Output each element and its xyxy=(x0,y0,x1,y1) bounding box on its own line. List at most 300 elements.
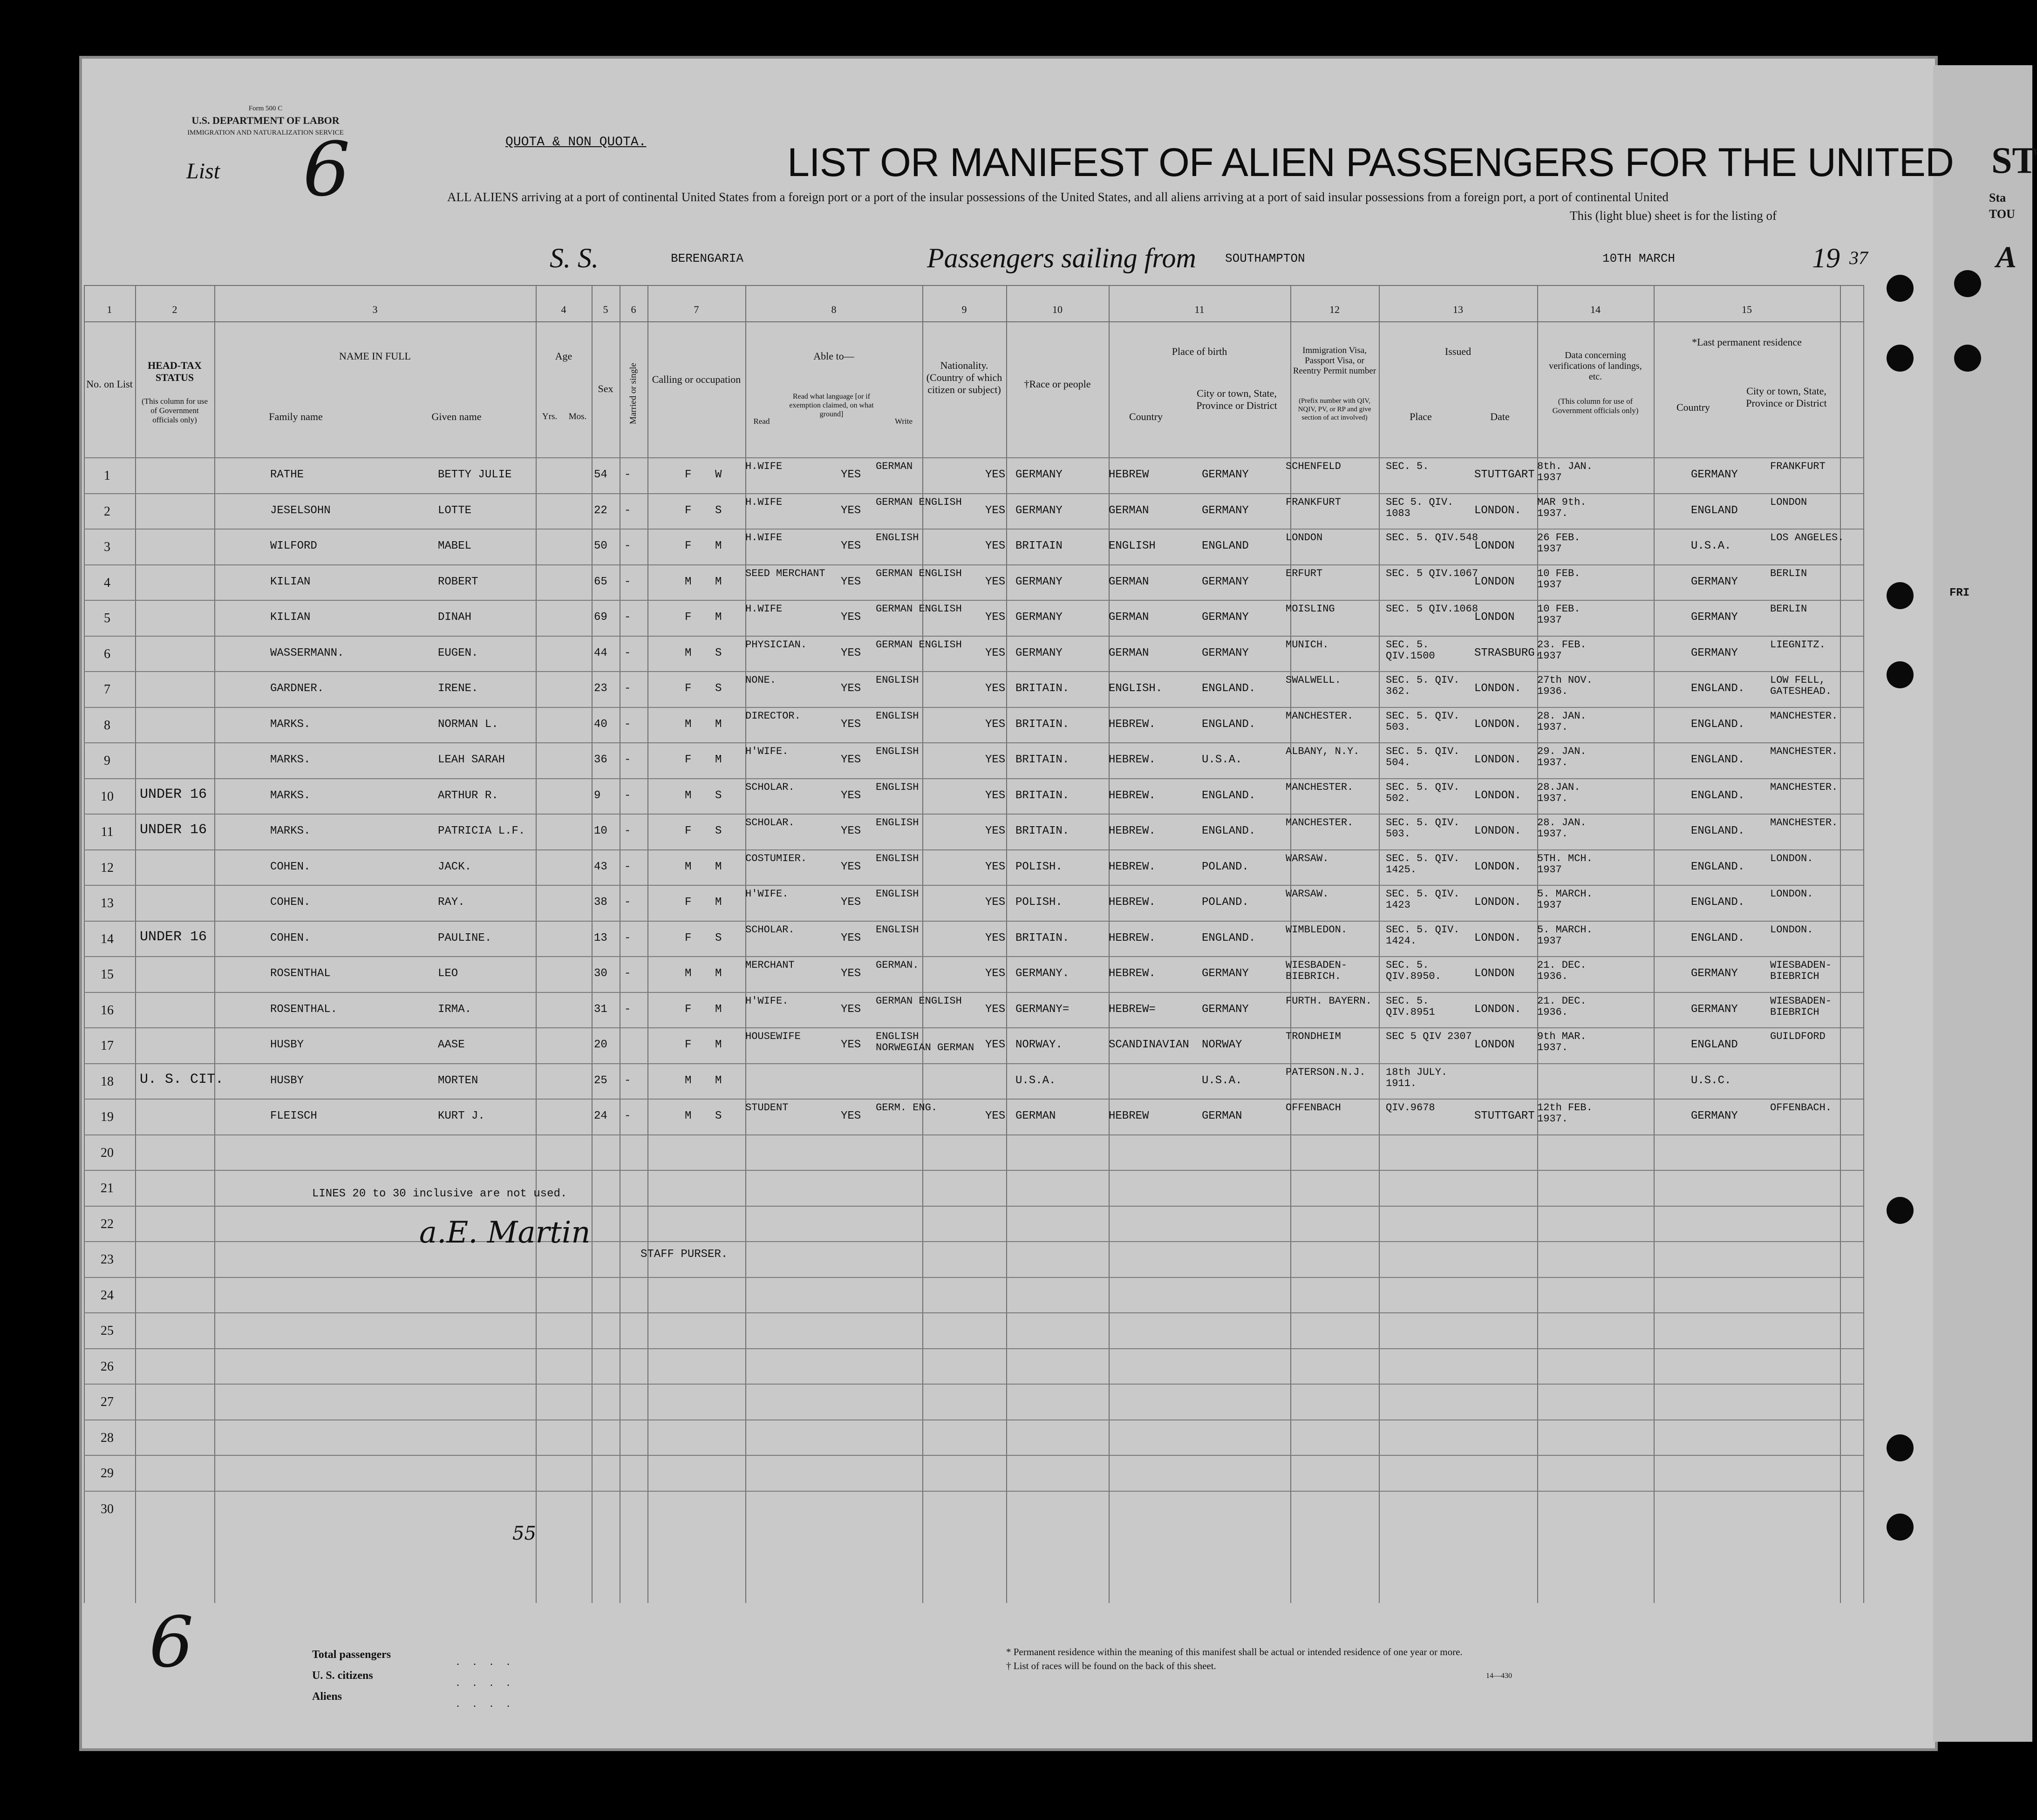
bottom-page-number: 6 xyxy=(149,1602,194,1683)
cell-city: PATERSON.N.J. xyxy=(1286,1066,1366,1078)
cell-write: YES xyxy=(985,540,1006,552)
cell-res-city: WIESBADEN- BIEBRICH xyxy=(1770,995,1832,1018)
year-suffix: 37 xyxy=(1849,247,1868,268)
line-number: 18 xyxy=(101,1074,114,1089)
cell-visa: SEC. 5. QIV. 1425. xyxy=(1386,852,1460,876)
cell-visa: SEC. 5. QIV. 503. xyxy=(1386,817,1460,840)
unused-lines-note: LINES 20 to 30 inclusive are not used. xyxy=(312,1188,567,1200)
cell-lang: ENGLISH NORWEGIAN GERMAN xyxy=(876,1031,974,1053)
cell-res-city: FRANKFURT xyxy=(1770,461,1826,472)
cell-mos: - xyxy=(624,860,631,873)
cell-issue-date: 29. JAN. 1937. xyxy=(1537,746,1587,768)
cell-read: YES xyxy=(841,682,861,695)
table-row xyxy=(84,814,1863,849)
col-5-num: 5 xyxy=(603,304,608,315)
cell-sex: F xyxy=(685,825,692,837)
line-number: 8 xyxy=(104,718,110,733)
line-number: 13 xyxy=(101,896,114,910)
cell-yrs: 43 xyxy=(594,860,607,873)
cell-mos: - xyxy=(624,1074,631,1087)
ship-name: BERENGARIA xyxy=(671,251,744,265)
hdr-place-of-birth: Place of birth xyxy=(1172,346,1227,357)
cell-country: GERMANY xyxy=(1202,575,1249,588)
cell-res-country: ENGLAND. xyxy=(1691,682,1745,695)
cell-given: EUGEN. xyxy=(438,646,478,659)
line-number: 28 xyxy=(101,1430,114,1445)
cell-given: LEAH SARAH xyxy=(438,754,505,766)
col-9-num: 9 xyxy=(961,304,967,315)
cell-tax: U. S. CIT. xyxy=(140,1071,224,1087)
department: U.S. DEPARTMENT OF LABOR xyxy=(191,115,340,126)
cell-issue-place: LONDON. xyxy=(1474,1003,1521,1016)
cell-issue-date: 23. FEB. 1937 xyxy=(1537,638,1587,662)
cell-visa: SEC. 5. QIV. 1424. xyxy=(1386,924,1460,947)
cell-city: WARSAW. xyxy=(1286,888,1329,900)
cell-visa: SEC. 5 QIV.1068 xyxy=(1386,603,1478,615)
cell-race: GERMAN xyxy=(1109,504,1149,517)
binder-hole xyxy=(1887,275,1914,302)
cell-issue-date: 5TH. MCH. 1937 xyxy=(1537,852,1593,876)
strip-sub-fragment-2: TOU xyxy=(1989,207,2015,221)
empty-row xyxy=(84,1206,1863,1242)
cell-read: YES xyxy=(841,789,861,802)
line-number: 19 xyxy=(101,1110,114,1124)
total-passengers-label: Total passengers xyxy=(312,1649,391,1661)
cell-calling: NONE. xyxy=(745,674,777,686)
cell-res-city: LOS ANGELES. xyxy=(1770,532,1844,543)
cell-family: FLEISCH xyxy=(270,1110,317,1122)
cell-country: ENGLAND. xyxy=(1202,825,1256,837)
hdr-able-to: Able to— xyxy=(813,350,854,362)
cell-calling: H.WIFE xyxy=(745,461,783,472)
cell-write: YES xyxy=(985,896,1006,909)
cell-mos: - xyxy=(624,540,631,552)
cell-calling: HOUSEWIFE xyxy=(745,1031,801,1042)
empty-row xyxy=(84,1134,1863,1170)
cell-yrs: 23 xyxy=(594,682,607,695)
cell-read: YES xyxy=(841,931,861,944)
cell-issue-place: LONDON. xyxy=(1474,896,1521,909)
total-dots: . . . . xyxy=(456,1656,515,1668)
us-citizens-label: U. S. citizens xyxy=(312,1670,373,1682)
cell-ms: S xyxy=(715,682,722,695)
col-7-num: 7 xyxy=(694,304,699,315)
cell-res-country: GERMANY xyxy=(1691,1003,1738,1016)
cell-issue-place: LONDON xyxy=(1474,540,1515,552)
binder-hole xyxy=(1887,661,1914,688)
hdr-head-tax: HEAD-TAX STATUS xyxy=(148,360,202,383)
cell-ms: S xyxy=(715,646,722,659)
cell-lang: GERM. ENG. xyxy=(876,1102,938,1114)
cell-country: GERMANY xyxy=(1202,1003,1249,1016)
next-page-strip xyxy=(1933,65,2032,1742)
cell-family: KILIAN xyxy=(270,575,311,588)
cell-res-city: WIESBADEN- BIEBRICH xyxy=(1770,959,1832,982)
hdr-issued: Issued xyxy=(1444,346,1472,357)
cell-res-country: ENGLAND. xyxy=(1691,931,1745,944)
cell-res-city: LOW FELL, GATESHEAD. xyxy=(1770,674,1832,697)
cell-country: ENGLAND. xyxy=(1202,682,1256,695)
hdr-given-name: Given name xyxy=(431,411,482,422)
hdr-write: Write xyxy=(894,417,913,426)
cell-race: HEBREW xyxy=(1109,469,1149,481)
cell-write: YES xyxy=(985,789,1006,802)
subtitle-line-1: ALL ALIENS arriving at a port of continental United States from a foreign port or a port of the insular possessions of the United States, and all aliens arriving at a port of said insular possessions from a foreign port, a port of continental United xyxy=(447,190,1669,204)
table-row xyxy=(84,493,1863,529)
cell-given: MABEL xyxy=(438,540,472,552)
cell-country: GERMANY xyxy=(1202,504,1249,517)
cell-nat: BRITAIN. xyxy=(1015,682,1070,695)
cell-visa: SEC 5 QIV 2307 xyxy=(1386,1031,1472,1042)
cell-mos: - xyxy=(624,1003,631,1016)
cell-res-city: OFFENBACH. xyxy=(1770,1102,1832,1114)
cell-ms: M xyxy=(715,575,722,588)
cell-calling: DIRECTOR. xyxy=(745,710,801,722)
cell-family: WASSERMANN. xyxy=(270,646,344,659)
cell-visa: SEC. 5. QIV.1500 xyxy=(1386,638,1435,662)
cell-mos: - xyxy=(624,754,631,766)
cell-calling: COSTUMIER. xyxy=(745,852,807,864)
cell-ms: S xyxy=(715,931,722,944)
cell-race: SCANDINAVIAN xyxy=(1109,1039,1189,1051)
form-code: 14—430 xyxy=(1486,1672,1512,1680)
line-number: 22 xyxy=(101,1216,114,1231)
cell-write: YES xyxy=(985,718,1006,731)
cell-res-country: U.S.A. xyxy=(1691,540,1731,552)
cell-read: YES xyxy=(841,1039,861,1051)
cell-read: YES xyxy=(841,718,861,731)
line-number: 16 xyxy=(101,1003,114,1018)
cell-lang: ENGLISH xyxy=(876,852,919,864)
cell-given: ARTHUR R. xyxy=(438,789,498,802)
cell-nat: GERMAN xyxy=(1015,1110,1056,1122)
cell-issue-date: 26 FEB. 1937 xyxy=(1537,532,1581,555)
col-2-num: 2 xyxy=(172,304,177,315)
line-number: 24 xyxy=(101,1288,114,1303)
cell-nat: GERMANY= xyxy=(1015,1003,1070,1016)
cell-nat: GERMANY xyxy=(1015,469,1063,481)
cell-calling: MERCHANT xyxy=(745,959,795,971)
hdr-read: Read xyxy=(753,417,770,426)
cell-nat: GERMANY xyxy=(1015,504,1063,517)
cell-given: LEO xyxy=(438,967,458,980)
cell-city: MANCHESTER. xyxy=(1286,781,1354,793)
cell-res-country: GERMANY xyxy=(1691,967,1738,980)
cell-nat: U.S.A. xyxy=(1015,1074,1056,1087)
footnote-races: † List of races will be found on the back of this sheet. xyxy=(1006,1660,1216,1671)
cell-mos: - xyxy=(624,789,631,802)
table-row xyxy=(84,992,1863,1028)
cell-race: HEBREW. xyxy=(1109,967,1156,980)
cell-issue-place: LONDON. xyxy=(1474,504,1521,517)
table-row xyxy=(84,921,1863,957)
cell-issue-place: LONDON. xyxy=(1474,825,1521,837)
cell-sex: M xyxy=(685,789,692,802)
cell-lang: ENGLISH xyxy=(876,924,919,936)
empty-row xyxy=(84,1348,1863,1384)
cell-family: KILIAN xyxy=(270,611,311,624)
cell-calling: H'WIFE. xyxy=(745,746,789,757)
cell-calling: STUDENT xyxy=(745,1102,789,1114)
cell-visa: SEC. 5. QIV.548 xyxy=(1386,532,1478,543)
cell-read: YES xyxy=(841,896,861,909)
cell-lang: ENGLISH xyxy=(876,781,919,793)
line-number: 26 xyxy=(101,1359,114,1374)
cell-family: ROSENTHAL. xyxy=(270,1003,338,1016)
hdr-issue-date: Date xyxy=(1490,411,1510,422)
cell-nat: POLISH. xyxy=(1015,896,1063,909)
cell-city: MANCHESTER. xyxy=(1286,817,1354,829)
cell-nat: BRITAIN. xyxy=(1015,789,1070,802)
table-row xyxy=(84,1099,1863,1134)
cell-mos: - xyxy=(624,825,631,837)
cell-res-city: LONDON. xyxy=(1770,924,1813,936)
cell-yrs: 44 xyxy=(594,646,607,659)
line-number: 5 xyxy=(104,611,110,625)
cell-write: YES xyxy=(985,1003,1006,1016)
cell-nat: GERMANY. xyxy=(1015,967,1070,980)
cell-visa: 18th JULY. 1911. xyxy=(1386,1066,1448,1089)
cell-nat: BRITAIN. xyxy=(1015,718,1070,731)
cell-yrs: 10 xyxy=(594,825,607,837)
aliens-dots: . . . . xyxy=(456,1698,515,1710)
cell-yrs: 50 xyxy=(594,540,607,552)
cell-ms: S xyxy=(715,789,722,802)
cell-given: NORMAN L. xyxy=(438,718,498,731)
cell-family: HUSBY xyxy=(270,1039,304,1051)
col-4-num: 4 xyxy=(561,304,566,315)
line-number: 10 xyxy=(101,789,114,804)
empty-row xyxy=(84,1455,1863,1491)
hdr-res-city: City or town, State, Province or District xyxy=(1746,385,1827,409)
list-label: List xyxy=(186,159,220,183)
cell-calling: H.WIFE xyxy=(745,603,783,615)
cell-lang: GERMAN ENGLISH xyxy=(876,603,962,615)
cell-issue-place: LONDON. xyxy=(1474,754,1521,766)
cell-family: MARKS. xyxy=(270,754,311,766)
cell-race: HEBREW. xyxy=(1109,931,1156,944)
cell-issue-date: 5. MARCH. 1937 xyxy=(1537,924,1593,947)
cell-issue-date: 9th MAR. 1937. xyxy=(1537,1031,1587,1053)
line-number: 23 xyxy=(101,1252,114,1267)
empty-row xyxy=(84,1241,1863,1277)
cell-family: RATHE xyxy=(270,469,304,481)
cell-visa: SEC. 5. QIV.8950. xyxy=(1386,959,1441,982)
table-row xyxy=(84,564,1863,600)
cell-visa: QIV.9678 xyxy=(1386,1102,1435,1114)
line-number: 14 xyxy=(101,931,114,946)
purser-signature: a.E. Martin xyxy=(419,1216,591,1250)
cell-country: POLAND. xyxy=(1202,860,1249,873)
hdr-birth-city: City or town, State, Province or District xyxy=(1196,387,1277,411)
service: IMMIGRATION AND NATURALIZATION SERVICE xyxy=(187,129,344,136)
binder-hole xyxy=(1954,345,1981,372)
cell-calling: H.WIFE xyxy=(745,532,783,543)
cell-race: GERMAN xyxy=(1109,611,1149,624)
binder-hole xyxy=(1887,582,1914,609)
hdr-issue-place: Place xyxy=(1410,411,1432,422)
binder-hole xyxy=(1887,345,1914,372)
page-count-mark: 55 xyxy=(512,1523,536,1544)
cell-country: GERMAN xyxy=(1202,1110,1242,1122)
cell-race: HEBREW. xyxy=(1109,825,1156,837)
col-13-num: 13 xyxy=(1453,304,1463,315)
cell-yrs: 25 xyxy=(594,1074,607,1087)
cell-mos: - xyxy=(624,504,631,517)
cell-sex: M xyxy=(685,1110,692,1122)
cell-sex: M xyxy=(685,575,692,588)
cell-issue-place: LONDON xyxy=(1474,1039,1515,1051)
cell-issue-date: 21. DEC. 1936. xyxy=(1537,959,1587,982)
cell-visa: SEC. 5. QIV. 1423 xyxy=(1386,888,1460,911)
hdr-data-concerning: Data concerning verifications of landings, etc. xyxy=(1549,350,1642,382)
cell-read: YES xyxy=(841,825,861,837)
cell-yrs: 36 xyxy=(594,754,607,766)
table-row xyxy=(84,707,1863,743)
cell-issue-date: 10 FEB. 1937 xyxy=(1537,603,1581,626)
empty-row xyxy=(84,1312,1863,1348)
cell-calling: H.WIFE xyxy=(745,496,783,508)
cell-read: YES xyxy=(841,540,861,552)
cell-mos: - xyxy=(624,896,631,909)
cell-city: TRONDHEIM xyxy=(1286,1031,1341,1042)
cell-lang: ENGLISH xyxy=(876,532,919,543)
cell-visa: SEC. 5. QIV. 503. xyxy=(1386,710,1460,733)
cell-nat: GERMANY xyxy=(1015,611,1063,624)
hdr-yrs: Yrs. xyxy=(542,412,558,421)
cell-lang: GERMAN ENGLISH xyxy=(876,496,962,508)
cell-issue-place: LONDON. xyxy=(1474,682,1521,695)
cell-city: FRANKFURT xyxy=(1286,496,1341,508)
line-number: 21 xyxy=(101,1181,114,1195)
cell-write: YES xyxy=(985,754,1006,766)
cell-read: YES xyxy=(841,575,861,588)
cell-res-city: MANCHESTER. xyxy=(1770,781,1838,793)
cell-city: WIMBLEDON. xyxy=(1286,924,1348,936)
cell-country: GERMANY xyxy=(1202,967,1249,980)
cell-family: MARKS. xyxy=(270,789,311,802)
cell-tax: UNDER 16 xyxy=(140,822,207,838)
cell-lang: GERMAN ENGLISH xyxy=(876,995,962,1007)
cell-city: ALBANY, N.Y. xyxy=(1286,746,1360,757)
cell-family: HUSBY xyxy=(270,1074,304,1087)
cell-mos: - xyxy=(624,611,631,624)
cell-visa: SEC. 5. QIV.8951 xyxy=(1386,995,1435,1018)
cell-race: HEBREW. xyxy=(1109,896,1156,909)
cell-issue-place: STRASBURG. xyxy=(1474,646,1542,659)
cell-ms: M xyxy=(715,718,722,731)
page-title: LIST OR MANIFEST OF ALIEN PASSENGERS FOR THE UNITED xyxy=(787,140,1954,185)
cell-race: ENGLISH xyxy=(1109,540,1156,552)
cell-issue-date: 21. DEC. 1936. xyxy=(1537,995,1587,1018)
col-8-num: 8 xyxy=(831,304,837,315)
line-number: 25 xyxy=(101,1324,114,1338)
cell-res-city: BERLIN xyxy=(1770,567,1807,579)
line-number: 27 xyxy=(101,1395,114,1409)
hdr-head-tax-note: (This column for use of Government officials only) xyxy=(141,397,208,424)
cell-country: ENGLAND. xyxy=(1202,789,1256,802)
cell-ms: M xyxy=(715,754,722,766)
cell-country: U.S.A. xyxy=(1202,754,1242,766)
cell-issue-place: LONDON xyxy=(1474,611,1515,624)
cell-given: ROBERT xyxy=(438,575,478,588)
cell-ms: S xyxy=(715,504,722,517)
cell-race: HEBREW= xyxy=(1109,1003,1156,1016)
cell-res-country: ENGLAND. xyxy=(1691,825,1745,837)
hdr-last-residence: *Last permanent residence xyxy=(1692,336,1802,348)
cell-given: MORTEN xyxy=(438,1074,478,1087)
empty-row xyxy=(84,1491,1863,1527)
cell-race: HEBREW. xyxy=(1109,789,1156,802)
cell-issue-date: 28. JAN. 1937. xyxy=(1537,817,1587,840)
cell-read: YES xyxy=(841,469,861,481)
cell-res-country: ENGLAND xyxy=(1691,504,1738,517)
cell-nat: BRITAIN. xyxy=(1015,931,1070,944)
cell-res-country: GERMANY xyxy=(1691,646,1738,659)
cell-res-country: ENGLAND. xyxy=(1691,789,1745,802)
cell-res-country: ENGLAND xyxy=(1691,1039,1738,1051)
cell-write: YES xyxy=(985,575,1006,588)
cell-write: YES xyxy=(985,504,1006,517)
cell-visa: SEC. 5. xyxy=(1386,461,1429,472)
cell-lang: ENGLISH xyxy=(876,746,919,757)
hdr-age: Age xyxy=(555,350,572,362)
cell-issue-place: LONDON. xyxy=(1474,789,1521,802)
hdr-nationality: Nationality. (Country of which citizen or subject) xyxy=(926,360,1002,395)
cell-race: HEBREW xyxy=(1109,1110,1149,1122)
cell-family: COHEN. xyxy=(270,931,311,944)
cell-family: MARKS. xyxy=(270,825,311,837)
cell-yrs: 65 xyxy=(594,575,607,588)
col-15-num: 15 xyxy=(1742,304,1752,315)
cell-sex: F xyxy=(685,754,692,766)
cell-country: U.S.A. xyxy=(1202,1074,1242,1087)
strip-row-fragment: FRI xyxy=(1949,587,1970,599)
cell-city: OFFENBACH xyxy=(1286,1102,1341,1114)
line-number: 3 xyxy=(104,540,110,554)
quota-stamp: QUOTA & NON QUOTA. xyxy=(505,135,647,149)
cell-write: YES xyxy=(985,611,1006,624)
col-10-num: 10 xyxy=(1052,304,1063,315)
subtitle-line-2: This (light blue) sheet is for the listing of xyxy=(1570,209,1777,223)
hdr-visa: Immigration Visa, Passport Visa, or Reentry Permit number xyxy=(1293,346,1376,376)
cell-visa: SEC. 5. QIV. 504. xyxy=(1386,746,1460,768)
cell-sex: F xyxy=(685,469,692,481)
hdr-race: †Race or people xyxy=(1024,378,1091,390)
cell-race: HEBREW. xyxy=(1109,860,1156,873)
line-number: 17 xyxy=(101,1039,114,1053)
line-number: 15 xyxy=(101,967,114,982)
cell-issue-date: 5. MARCH. 1937 xyxy=(1537,888,1593,911)
cell-calling: H'WIFE. xyxy=(745,888,789,900)
cell-res-country: ENGLAND. xyxy=(1691,860,1745,873)
table-row xyxy=(84,849,1863,885)
cell-sex: F xyxy=(685,931,692,944)
cell-ms: S xyxy=(715,825,722,837)
cell-write: YES xyxy=(985,1039,1006,1051)
cell-given: AASE xyxy=(438,1039,465,1051)
hdr-visa-note: (Prefix number with QIV, NQIV, PV, or RP and give section of act involved) xyxy=(1298,397,1371,421)
cell-issue-place: LONDON xyxy=(1474,575,1515,588)
cell-issue-place: STUTTGART xyxy=(1474,1110,1535,1122)
table-header xyxy=(84,285,1863,457)
cell-given: PAULINE. xyxy=(438,931,492,944)
cell-country: GERMANY xyxy=(1202,611,1249,624)
table-row xyxy=(84,778,1863,814)
col-12-num: 12 xyxy=(1329,304,1340,315)
cell-city: WARSAW. xyxy=(1286,852,1329,864)
cell-lang: GERMAN ENGLISH xyxy=(876,638,962,651)
